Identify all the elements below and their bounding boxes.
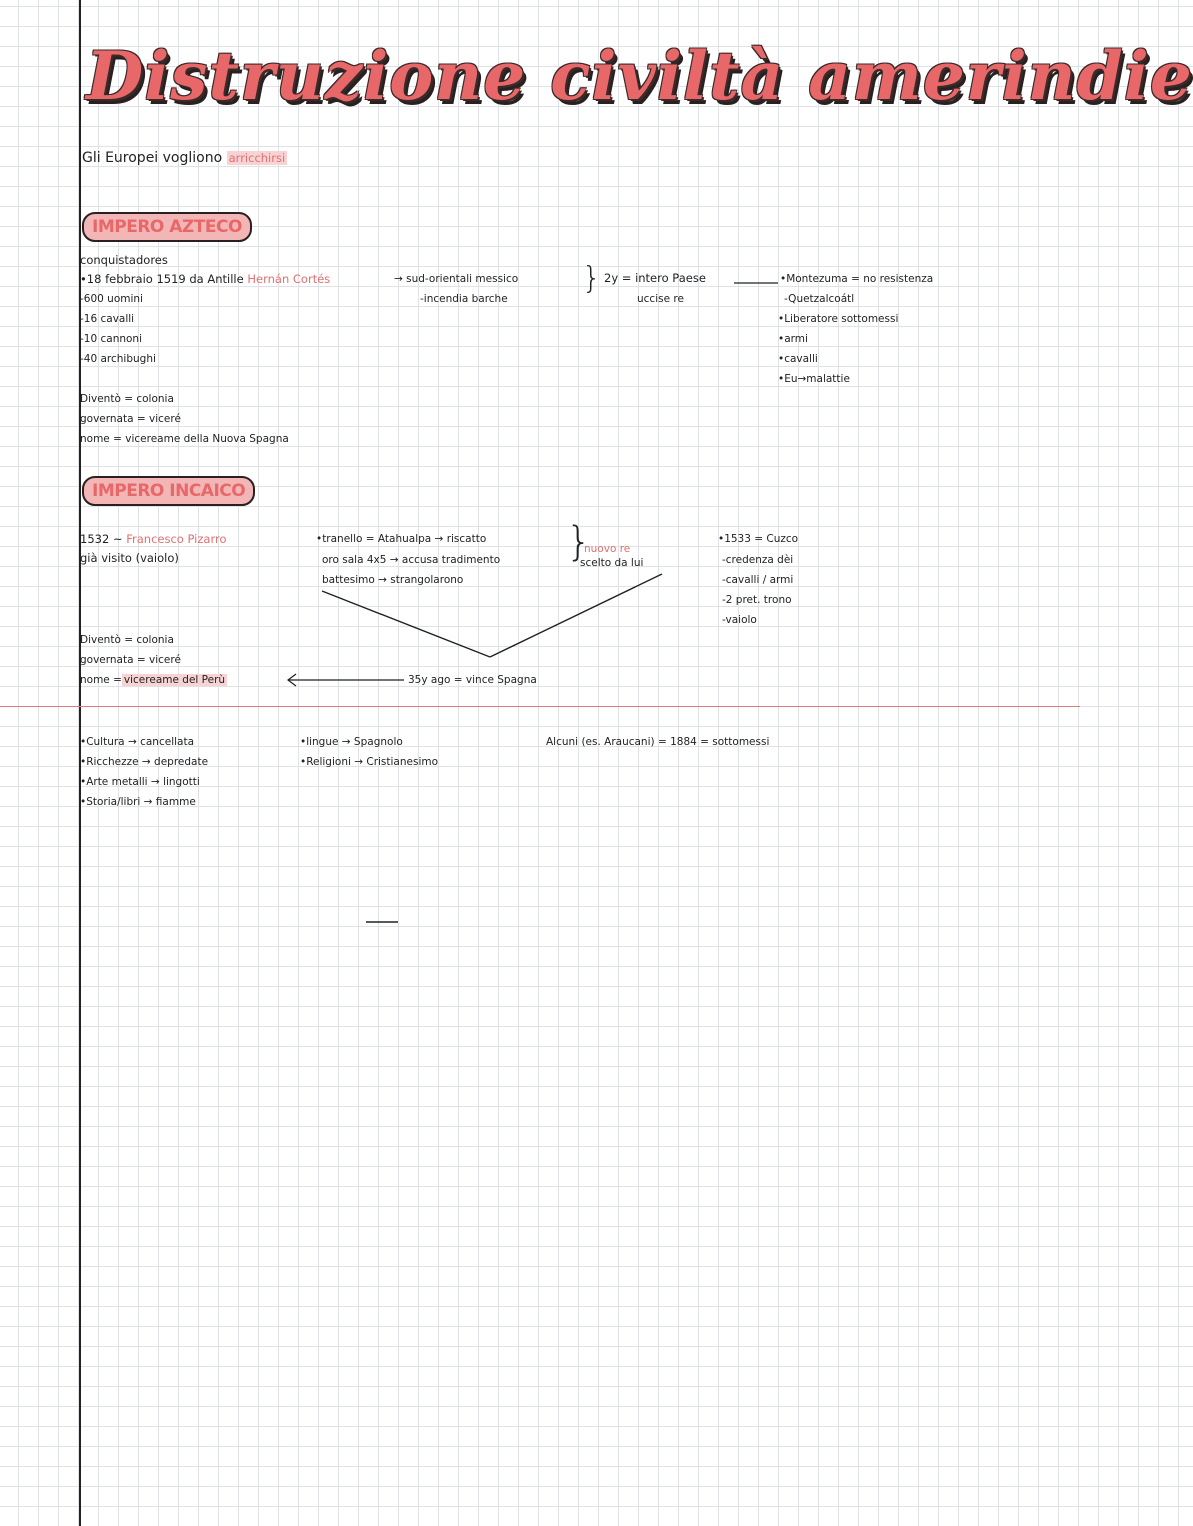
incaico-colonia-label: nome = [80, 674, 122, 686]
incaico-leader: Francesco Pizarro [126, 532, 227, 546]
consequence-item: •Storia/libri → fiamme [80, 796, 196, 808]
incaico-v-left [322, 591, 490, 657]
azteco-colonia: governata = viceré [80, 413, 181, 425]
incaico-right-item: -vaiolo [722, 614, 757, 626]
incaico-year-line: 1532 ~ Francesco Pizarro [80, 532, 227, 546]
azteco-arrow2: -incendia barche [420, 293, 508, 305]
azteco-right-item: •Montezuma = no resistenza [780, 273, 934, 285]
incaico-right-item: -cavalli / armi [722, 574, 794, 586]
incaico-colonia: Diventò = colonia [80, 634, 174, 646]
incaico-right-item: •1533 = Cuzco [718, 533, 799, 545]
incaico-center-item: oro sala 4x5 → accusa tradimento [322, 554, 501, 566]
azteco-list-item: -10 cannoni [80, 333, 143, 345]
consequence-item: •Ricchezze → depredate [80, 756, 209, 768]
incaico-center-item: battesimo → strangolarono [322, 574, 464, 586]
azteco-right-item: •Eu→malattie [778, 373, 850, 385]
incaico-colonia: governata = viceré [80, 654, 181, 666]
azteco-right-item: •armi [778, 333, 808, 345]
azteco-brace: } [582, 261, 602, 296]
incaico-colonia-value: vicereame del Perù [123, 674, 226, 686]
intro-text: Gli Europei vogliono [82, 150, 223, 166]
incaico-v-right [490, 574, 662, 657]
azteco-list-item: -40 archibughi [80, 353, 156, 365]
incaico-note: già visito (vaiolo) [80, 551, 179, 565]
azteco-right-item: •cavalli [778, 353, 818, 365]
incaico-center-item: •tranello = Atahualpa → riscatto [316, 533, 487, 545]
azteco-colonia: nome = vicereame della Nuova Spagna [80, 433, 289, 445]
incaico-brace-result2: scelto da lui [580, 557, 644, 569]
consequence-middle-item: •Religioni → Cristianesimo [300, 756, 439, 768]
azteco-brace-result2: uccise re [637, 293, 684, 305]
azteco-leader: Hernán Cortés [247, 272, 331, 286]
consequence-right: Alcuni (es. Araucani) = 1884 = sottomessi [546, 736, 770, 748]
incaico-right-item: -credenza dèi [722, 554, 794, 566]
intro-highlight: arricchirsi [228, 151, 286, 165]
incaico-result: 35y ago = vince Spagna [408, 674, 537, 686]
azteco-right-item: •Liberatore sottomessi [778, 313, 899, 325]
incaico-brace-result1: nuovo re [584, 543, 631, 555]
azteco-right-item: -Quetzalcoátl [784, 293, 855, 305]
consequence-middle-item: •lingue → Spagnolo [300, 736, 403, 748]
incaico-year: 1532 [80, 532, 110, 546]
azteco-colonia: Diventò = colonia [80, 393, 174, 405]
azteco-brace-result1: 2y = intero Paese [604, 271, 706, 285]
incaico-right-item: -2 pret. trono [722, 594, 792, 606]
page-title: Distruzione civiltà amerindie [86, 37, 1193, 115]
consequence-item: •Arte metalli → lingotti [80, 776, 200, 788]
incaico-brace: } [566, 519, 592, 565]
heading-azteco: IMPERO AZTECO [82, 212, 252, 242]
heading-incaico: IMPERO INCAICO [82, 476, 255, 506]
azteco-list-item: -600 uomini [80, 293, 143, 305]
azteco-arrow1: → sud-orientali messico [394, 273, 519, 285]
azteco-date: •18 febbraio 1519 da Antille [80, 272, 244, 286]
consequence-item: •Cultura → cancellata [80, 736, 195, 748]
azteco-list-item: -16 cavalli [80, 313, 135, 325]
azteco-conquistadores: conquistadores [80, 253, 168, 267]
